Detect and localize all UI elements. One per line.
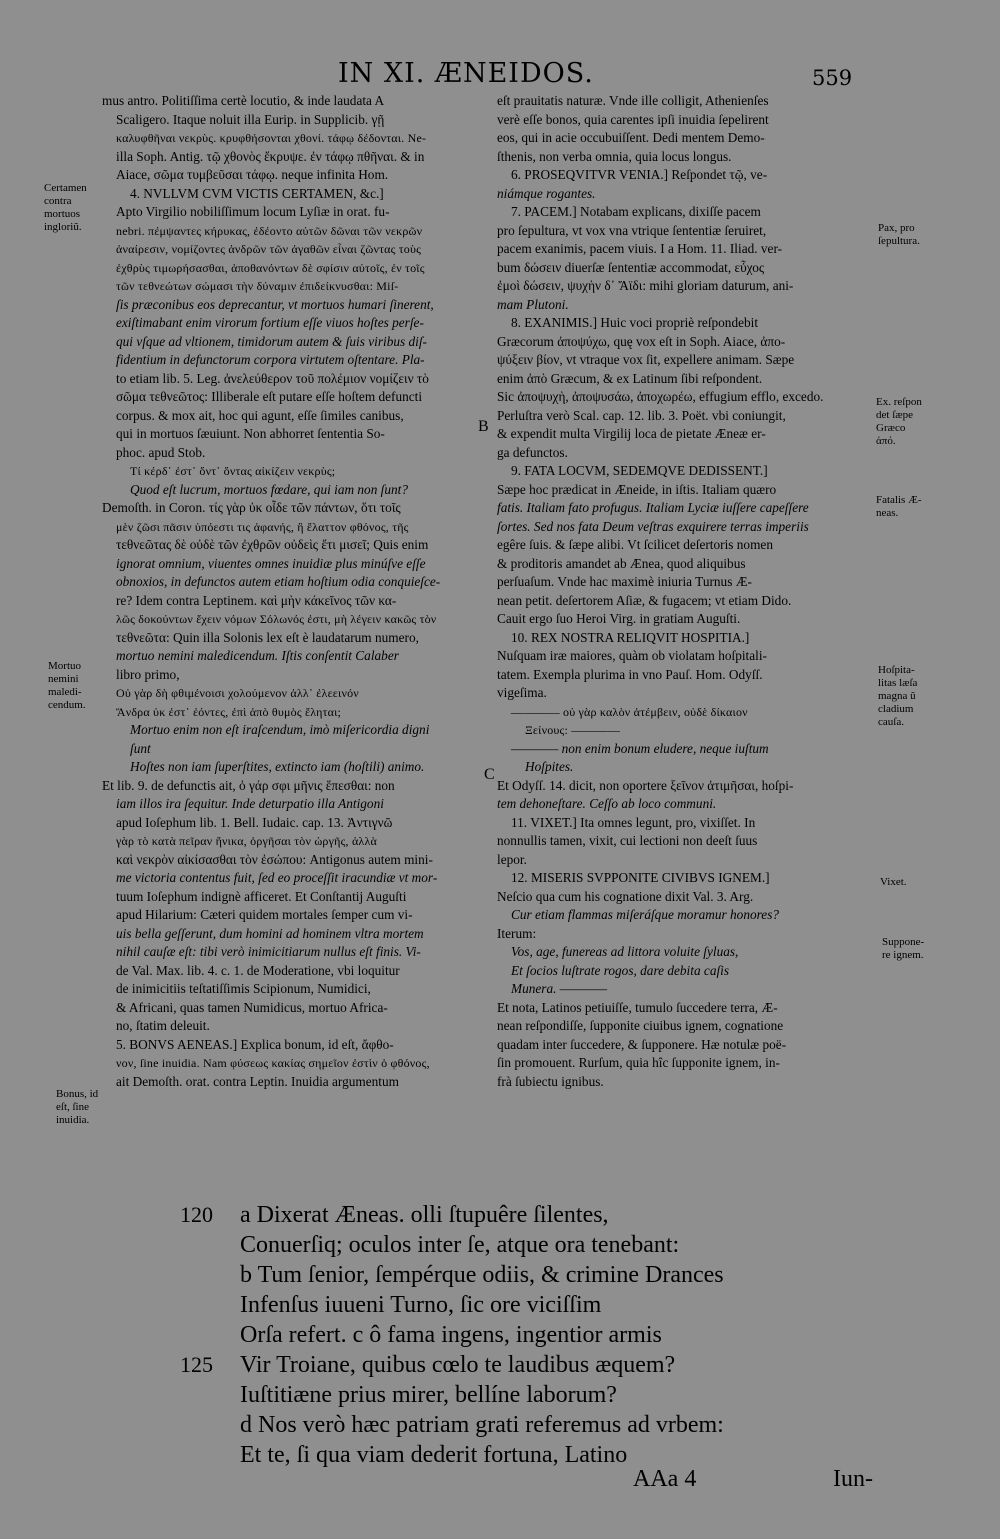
section-mark-b: B <box>478 418 489 435</box>
verse-text: Orſa refert. c ô fama ingens, ingentior armis <box>240 1322 662 1348</box>
text-line: iam illos ira ſequitur. Inde deturpatio illa Antigoni <box>116 796 384 811</box>
text-line: tatem. Exempla plurima in vno Pauſ. Hom. Odyſſ. <box>497 666 763 682</box>
text-line: Et Odyſſ. 14. dicit, non oportere ξεῖνον ἀτιμῆσαι, hoſpi- <box>497 777 794 793</box>
text-line: καλυφθῆναι νεκρὺς. κρυφθήσονται χθονί. τάφῳ δέδονται. Ne- <box>116 131 427 145</box>
text-line: libro primo, <box>116 666 180 682</box>
text-line: γὰρ τὸ κατὰ πεῖραν ἤνικα, ὀργῆσαι τὸν ὠργῆς, ἀλλὰ <box>116 834 377 848</box>
text-line: vigeſima. <box>497 685 547 700</box>
text-line: 12. MISERIS SVPPONITE CIVIBVS IGNEM.] <box>511 870 770 885</box>
verse-line <box>180 1320 940 1350</box>
text-line: ———— non enim bonum eludere, neque iuſtum <box>511 740 769 756</box>
text-line: ſthenis, non verba omnia, quia locus longus. <box>497 148 732 164</box>
text-line: σῶμα τεθνεῶτος: Illiberale eſt putare eſſe hoſtem defuncti <box>116 389 423 404</box>
text-line: Demoſth. in Coron. τίς γὰρ ὐκ οἶδε τῶν πάντων, ὅτι τοῖς <box>102 500 401 515</box>
text-line: μὲν ζῶσι πᾶσιν ὑπόεστι τις ἀφανής, ἢ ἔλαττον φθόνος, τῆς <box>116 519 409 534</box>
text-line: 5. BONVS AENEAS.] Explica bonum, id eſt, ἄφθο- <box>116 1036 394 1052</box>
text-line: mus antro. Politiſſima certè locutio, & inde laudata A <box>102 93 385 108</box>
text-line: to etiam lib. 5. Leg. ἀνελεύθερον τοῦ πολέμιον νομίζειν τὸ <box>116 370 429 386</box>
running-title: IN XI. ÆNEIDOS. <box>338 58 594 89</box>
verse-line <box>180 1380 940 1410</box>
text-line: ἐχθρὺς τιμωρήσασθαι, ἀποθανόντων δὲ σφίσιν αὐτοῖς, ἐν τοῖς <box>116 260 425 275</box>
text-line: lepor. <box>497 851 527 867</box>
catchword: Iun- <box>833 1466 873 1492</box>
text-line: fatis. Italiam fato profugus. Italiam Lyciæ iuſſere capeſſere <box>497 500 809 515</box>
verse-text: Conuerſiq; oculos inter ſe, atque ora tenebant: <box>240 1232 680 1258</box>
verse-text: a Dixerat Æneas. olli ſtupuêre ſilentes, <box>240 1202 609 1228</box>
text-line: Quod eſt lucrum, mortuos fœdare, qui iam non ſunt? <box>130 481 409 497</box>
text-line: Ξείνους: ———— <box>525 723 621 737</box>
text-line: Græcorum ἀποψύχω, quę vox eſt in Soph. Aiace, ἀπο- <box>497 333 786 349</box>
page-number: 559 <box>812 66 853 90</box>
text-line: mam Plutoni. <box>497 296 569 312</box>
text-line: & expendit multa Virgilij loca de pietate Æneæ er- <box>497 426 766 441</box>
verse-text: Infenſus iuueni Turno, ſic ore viciſſim <box>240 1292 602 1318</box>
verse-text: Iuſtitiæne prius mirer, bellíne laborum? <box>240 1382 617 1408</box>
text-line: Et nota, Latinos petiuiſſe, tumulo ſuccedere terra, Æ- <box>497 999 778 1015</box>
text-line: καὶ νεκρὸν αἰκίσασθαι τὸν ἐσώπου: Antigonus autem mini- <box>116 851 433 867</box>
text-line: Apto Virgilio nobiliſſimum locum Lyſiæ in orat. fu- <box>116 204 390 219</box>
text-line: Et ſocios luſtrate rogos, dare debita caſis <box>511 962 730 978</box>
text-line: ἐμοὶ δώσειν, ψυχὴν δ᾽ Ἄϊδι: mihi gloriam daturum, ani- <box>497 278 794 293</box>
verse-line <box>180 1230 940 1260</box>
text-line: perſuaſum. Vnde hac maximè iniuria Turnus Æ- <box>497 574 752 589</box>
text-line: Ἄνδρα ὐκ ἐστ᾽ ἐόντες, ἐπὶ ἀπὸ θυμὸς ἔληται; <box>116 704 342 719</box>
text-line: ſin promouent. Rurſum, quia hîc ſupponite ignem, in- <box>497 1055 780 1070</box>
text-line: Perluſtra verò Scal. cap. 12. lib. 3. Poët. vbi coniungit, <box>497 407 786 423</box>
text-line: frà ſubiectu ignibus. <box>497 1073 604 1089</box>
text-line: enim ἀπὸ Græcum, & ex Latinum ſibi reſpondent. <box>497 370 763 386</box>
margin-note-certamen: Certamen contra mortuos ingloriũ. <box>44 182 87 233</box>
verse-text: Et te, ſi qua viam dederit fortuna, Latino <box>240 1442 628 1468</box>
text-line: nean reſpondiſſe, ſupponite ciuibus ignem, cognatione <box>497 1018 784 1033</box>
verse-number: 120 <box>180 1202 213 1227</box>
text-line: verè eſſe bonos, quia carentes ipſi inuidia ſepelirent <box>497 111 769 127</box>
text-line: & proditoris amandet ab Ænea, quod aliquibus <box>497 555 746 571</box>
margin-note-pax: Pax, pro ſepultura. <box>878 222 920 247</box>
text-line: τεθνεῶτας δὲ οὐδὲ τῶν ἐχθρῶν οὐδεὶς ἔτι μισεῖ; Quis enim <box>116 537 429 552</box>
text-line: Hoſpites. <box>525 759 574 774</box>
verse-text: d Nos verò hæc patriam grati referemus ad vrbem: <box>240 1412 724 1438</box>
page-header <box>0 58 1000 94</box>
text-line: pro ſepultura, vt vox vna vtrique ſententiæ ſeruiret, <box>497 222 767 238</box>
verse-line <box>180 1440 940 1470</box>
text-line: corpus. & mox ait, hoc qui agunt, eſſe ſimiles canibus, <box>116 407 404 423</box>
text-line: Scaligero. Itaque noluit illa Eurip. in Supplicib. γῇ <box>116 111 385 127</box>
text-line: Sæpe hoc prædicat in Æneide, in iſtis. Italiam quæro <box>497 481 777 497</box>
text-line: ſunt <box>130 740 151 756</box>
text-line: τῶν τεθνεώτων σώμασι τὴν δύναμιν ἐπιδείκνυσθαι: Miſ- <box>116 279 399 293</box>
text-line: λῶς δοκούντων ἔχειν νόμων Σόλωνός ἐστι, μὴ λέγειν κακῶς τὸν <box>116 612 437 626</box>
text-line: Mortuo enim non eſt iraſcendum, imò miſericordia digni <box>130 722 430 737</box>
text-line: Iterum: <box>497 925 537 941</box>
text-line: nihil cauſæ eſt: tibi verò inimicitiarum nullus eſt finis. Vi- <box>116 944 421 959</box>
verse-line <box>180 1290 940 1320</box>
text-line: ſortes. Sed nos fata Deum veſtras exquirere terras imperiis <box>497 518 809 534</box>
text-line: Cur etiam flammas miſeráſque moramur honores? <box>511 907 780 922</box>
text-line: egêre ſuis. & ſæpe alibi. Vt ſcilicet deſertoris nomen <box>497 537 773 552</box>
text-line: apud Ioſephum lib. 1. Bell. Iudaic. cap. 13. Ἀντιγνῶ <box>116 814 393 830</box>
text-line: ignorat omnium, viuentes omnes inuidiæ plus minúſve eſſe <box>116 555 426 571</box>
text-line: Et lib. 9. de defunctis ait, ὀ γάρ σφι μῆνις ἕπεσθαι: non <box>102 777 395 793</box>
verse-block <box>180 1200 940 1470</box>
margin-note-vixet: Vixet. <box>880 876 907 888</box>
text-line: niámque rogantes. <box>497 185 596 201</box>
text-line: 6. PROSEQVITVR VENIA.] Reſpondet τῷ, ve- <box>511 167 768 182</box>
text-line: qui vſque ad vltionem, timidorum autem & ſuis viribus diſ- <box>116 333 427 349</box>
text-line: ga defunctos. <box>497 444 568 460</box>
text-line: de Val. Max. lib. 4. c. 1. de Moderatione, vbi loquitur <box>116 962 400 978</box>
text-line: 11. VIXET.] Ita omnes legunt, pro, vixiſſet. In <box>511 814 756 830</box>
margin-note-ex: Ex. reſpon det ſæpe Græco ἀπό. <box>876 396 922 447</box>
margin-note-fatalis: Fatalis Æ- neas. <box>876 494 922 519</box>
commentary-right-column <box>497 92 873 1091</box>
verse-line <box>180 1410 940 1440</box>
text-line: bum δώσειν diuerſæ ſententiæ accommodat, εὖχος <box>497 259 765 275</box>
margin-note-bonus: Bonus, id eſt, ſine inuidia. <box>56 1088 99 1126</box>
text-line: Nuſquam iræ maiores, quàm ob violatam hoſpitali- <box>497 648 767 663</box>
margin-note-supponere: Suppone- re ignem. <box>882 936 925 961</box>
text-line: 4. NVLLVM CVM VICTIS CERTAMEN, &c.] <box>130 185 384 201</box>
verse-line <box>180 1200 940 1230</box>
text-line: 8. EXANIMIS.] Huic voci propriè reſpondebit <box>511 315 759 330</box>
text-line: obnoxios, in defunctos autem etiam hoſtium odia conquieſce- <box>116 574 441 589</box>
text-line: Aiace, σῶμα τυμβεῦσαι τάφῳ. neque infinita Hom. <box>116 167 389 182</box>
text-line: illa Soph. Antig. τῷ χθονὸς ἔκρυψε. ἐν τάφῳ πθῆναι. & in <box>116 148 425 164</box>
text-line: phoc. apud Stob. <box>116 444 206 460</box>
text-line: mortuo nemini maledicendum. Iſtis conſentit Calaber <box>116 648 399 663</box>
margin-note-hospitalitas: Hoſpita- litas læſa magna ũ cladium cauſa. <box>878 664 918 728</box>
text-line: Neſcio qua cum his cognatione dixit Val. 3. Arg. <box>497 888 754 904</box>
text-line: exiſtimabant enim virorum fortium eſſe viuos hoſtes perſe- <box>116 315 424 330</box>
text-line: νον, ſine inuidia. Nam φύσεως κακίας σημεῖον ἐστὶν ὁ φθόνος, <box>116 1056 430 1070</box>
text-line: no, ſtatim deleuit. <box>116 1018 210 1033</box>
text-line: Munera. ———— <box>511 981 608 996</box>
text-line: tuum Ioſephum indignè afficeret. Et Conſtantij Auguſti <box>116 888 407 904</box>
text-line: Οὐ γὰρ δὴ φθιμένοισι χολούμενον ἀλλ᾽ ἐλεεινόν <box>116 686 359 700</box>
text-line: ait Demoſth. orat. contra Leptin. Inuidia argumentum <box>116 1073 399 1089</box>
text-line: Hoſtes non iam ſuperſtites, extincto iam (hoſtili) animo. <box>130 759 425 774</box>
text-line: τεθνεῶτα: Quin illa Solonis lex eſt è laudatarum numero, <box>116 629 419 645</box>
text-line: pacem exanimis, pacem viuis. I a Hom. 11. Iliad. ver- <box>497 241 783 256</box>
section-mark-c: C <box>484 766 495 783</box>
commentary-left-column <box>102 92 492 1091</box>
text-line: me victoria contentus fuit, ſed eo proceſſit iracundiæ vt mor- <box>116 870 438 885</box>
text-line: re? Idem contra Leptinem. καὶ μὴν κάκεῖνος τῶν κα- <box>116 592 397 608</box>
verse-line <box>180 1260 940 1290</box>
text-line: & Africani, quas tamen Numidicus, mortuo Africa- <box>116 999 388 1015</box>
text-line: tem dehoneſtare. Ceſſo ab loco communi. <box>497 796 717 811</box>
text-line: qui in mortuos ſæuiunt. Non abhorret ſententia So- <box>116 426 385 441</box>
signature-mark: AAa 4 <box>633 1466 697 1492</box>
text-line: Τί κέρδ᾽ ἐστ᾽ ὄντ᾽ ὄντας αἰκίζειν νεκρὺς; <box>130 464 336 478</box>
text-line: quadam inter ſuccedere, & ſupponere. Hæ notulæ poë- <box>497 1036 787 1052</box>
verse-number: 125 <box>180 1352 213 1377</box>
text-line: 9. FATA LOCVM, SEDEMQVE DEDISSENT.] <box>511 463 768 478</box>
text-line: Vos, age, funereas ad littora voluite ſyluas, <box>511 944 739 959</box>
margin-note-mortuo: Mortuo nemini maledi- cendum. <box>48 660 86 711</box>
text-line: Sic ἀποψυχὴ, ἀποψυσάω, ἀποχωρέω, effugium efflo, excedo. <box>497 389 824 404</box>
text-line: ———— οὐ γὰρ καλὸν ἀτέμβειν, οὐδὲ δίκαιον <box>511 704 748 719</box>
text-line: ſis præconibus eos deprecantur, vt mortuos humari ſinerent, <box>116 296 434 312</box>
text-line: nebri. πέμψαντες κήρυκας, ἐδέοντο αὐτῶν δῶναι τῶν νεκρῶν <box>116 223 423 238</box>
text-line: eos, qui in acie occubuiſſent. Dedi mentem Demo- <box>497 130 765 145</box>
text-line: de inimicitiis teſtatiſſimis Scipionum, Numidici, <box>116 981 371 996</box>
text-line: ψύξειν βίον, vt vtraque vox ſit, expellere animam. Sæpe <box>497 352 795 367</box>
verse-line <box>180 1350 940 1380</box>
text-line: nean petit. deſertorem Aſiæ, & fugacem; vt etiam Dido. <box>497 592 792 608</box>
text-line: fidentium in defunctorum corpora virtutem oſtentare. Pla- <box>116 352 425 367</box>
text-line: 7. PACEM.] Notabam explicans, dixiſſe pacem <box>511 204 761 219</box>
text-line: ἀναίρεσιν, νομίζοντες ἀνδρῶν τῶν ἀγαθῶν εἶναι ζῶντας τοὺς <box>116 242 422 256</box>
text-line: apud Hilarium: Cæteri quidem mortales ſemper cum vi- <box>116 907 413 922</box>
text-line: eſt prauitatis naturæ. Vnde ille colligit, Athenienſes <box>497 93 769 108</box>
text-line: 10. REX NOSTRA RELIQVIT HOSPITIA.] <box>511 629 750 645</box>
text-line: Cauit ergo ſuo Heroi Virg. in gratiam Auguſti. <box>497 611 741 626</box>
verse-text: b Tum ſenior, ſempérque odiis, & crimine Drances <box>240 1262 724 1288</box>
verse-text: Vir Troiane, quibus cœlo te laudibus æquem? <box>240 1352 676 1378</box>
text-line: uis bella geſſerunt, dum homini ad hominem vltra mortem <box>116 925 424 941</box>
text-line: nonnullis tamen, vixit, cui lectioni non deeſt ſuus <box>497 833 758 848</box>
